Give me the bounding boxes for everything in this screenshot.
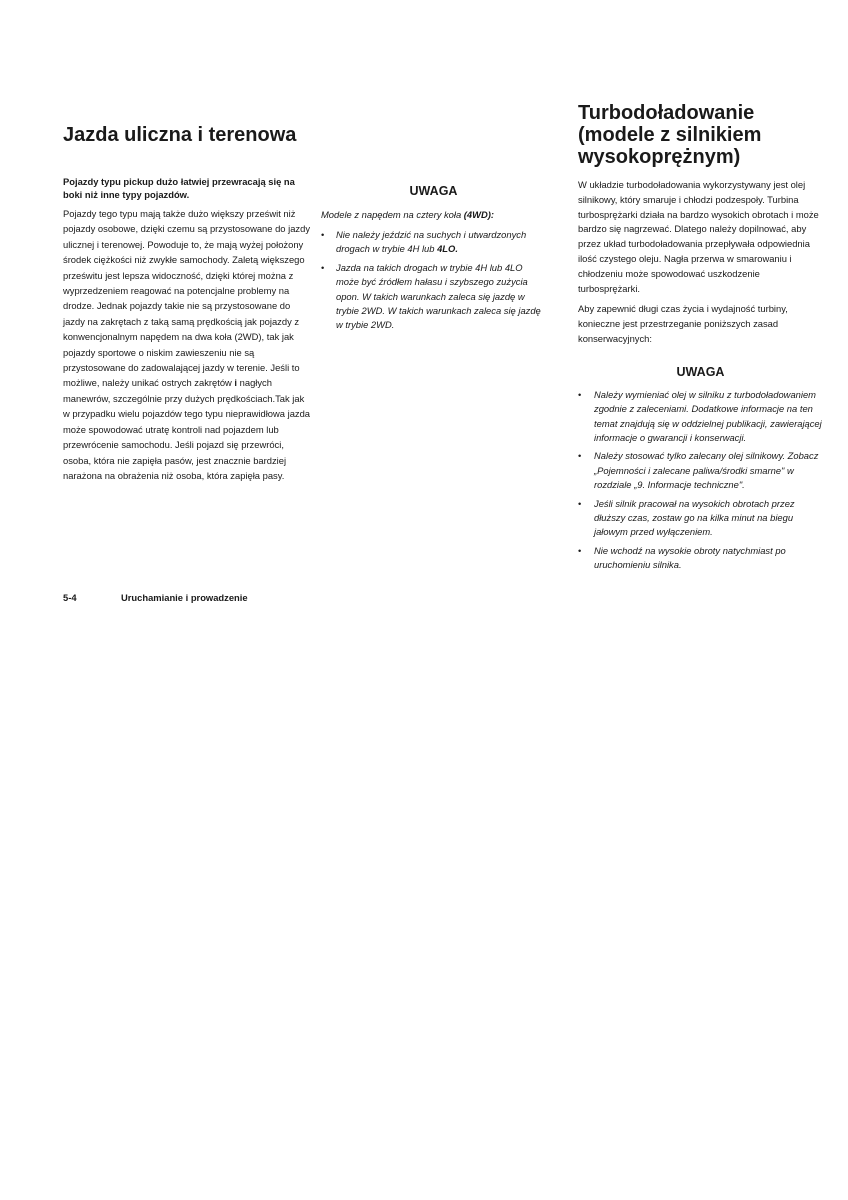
bullet-icon: • <box>578 544 582 556</box>
turbo-paragraph-1: W układzie turbodoładowania wykorzystywany jest olej silnikowy, który smaruje i chłodzi podzespoły. Turbina turbosprężarki działa na bardzo wysokich obrotach i może bardzo się nagrzewać. Dlatego należy dopilnować, aby przez układ turbodoładowania przepływała odpowiednia ilość czystego oleju. Nagła przerwa w smarowaniu i chłodzeniu może spowodować uszkodzenie turbosprężarki. <box>578 179 819 294</box>
warning-heading: UWAGA <box>676 364 725 379</box>
warning-item <box>321 261 546 333</box>
warning-item <box>578 449 823 492</box>
warning-item <box>578 544 823 573</box>
bullet-icon: • <box>321 229 325 240</box>
warning-intro-bold: (4WD): <box>463 209 494 220</box>
warning-item-text: Nie należy jeździć na suchych i utwardzonych drogach w trybie 4H lub <box>336 229 527 255</box>
bullet-icon: • <box>578 388 582 400</box>
turbo-paragraph-2: Aby zapewnić długi czas życia i wydajność turbiny, konieczne jest przestrzeganie poniższych zasad konserwacyjnych: <box>578 303 788 344</box>
warning-item-text: Jeśli silnik pracował na wysokich obrotach przez dłuższy czas, zostaw go na kilka minut na biegu jałowym przed wyłączeniem. <box>594 497 795 538</box>
warning-item <box>578 497 823 540</box>
warning-item-bold: 4LO. <box>437 243 458 255</box>
body-text-part-2: nagłych manewrów, szczególnie przy dużych prędkościach.Tak jak w przypadku wielu pojazdów tego typu nieprawidłowa jazda może spowodować utratę kontroli nad pojazdem lub przewrócenie samochodu. Jeśli pojazd się przewróci, osoba, która nie zapięła pasów, jest znacznie bardziej narażona na obrażenia niż osoba, która zapięła pasy. <box>63 377 311 481</box>
body-paragraph <box>63 206 311 483</box>
page-number: 5-4 <box>63 592 77 603</box>
chapter-title: Uruchamianie i prowadzenie <box>121 592 248 603</box>
bullet-icon: • <box>578 450 582 462</box>
warning-list <box>321 228 546 333</box>
title-line: Turbodoładowanie <box>578 102 755 124</box>
warning-item-text: Należy stosować tylko zalecany olej silnikowy. Zobacz „Pojemności i zalecane paliwa/środki smarne" w rozdziale „9. Informacje techniczne". <box>594 450 819 491</box>
warning-item <box>321 228 546 257</box>
left-column <box>63 124 311 489</box>
right-column <box>578 102 823 577</box>
section-title-street-offroad: Jazda uliczna i terenowa <box>63 124 297 146</box>
warning-item <box>578 388 823 446</box>
body-text-bold: i <box>234 377 238 389</box>
bullet-icon: • <box>321 261 325 273</box>
warning-item-text: Należy wymieniać olej w silniku z turbodoładowaniem zgodnie z zaleceniami. Dodatkowe informacje na ten temat znajdują się w oddzielnej publikacji, zawierającej informacje o gwarancji i konserwacji. <box>594 388 822 443</box>
warning-item-text: Nie wchodź na wysokie obroty natychmiast po uruchomieniu silnika. <box>594 544 786 571</box>
subheading-pickup-rollover: Pojazdy typu pickup dużo łatwiej przewracają się na boki niż inne typy pojazdów. <box>63 176 295 200</box>
section-title-turbocharging <box>578 102 823 168</box>
bullet-icon: • <box>578 497 582 509</box>
page-footer <box>63 592 248 604</box>
warning-item-text: Jazda na takich drogach w trybie 4H lub 4LO może być źródłem hałasu i szybszego zużycia opon. W takich warunkach zaleca się jazdę w trybie 2WD. W takich warunkach zaleca się jazdę w trybie 2WD. <box>336 261 541 331</box>
title-line: wysokoprężnym) <box>578 146 741 168</box>
warning-intro <box>321 208 546 222</box>
warning-box-4wd <box>321 184 546 337</box>
warning-intro-text: Modele z napędem na cztery koła <box>321 209 464 220</box>
body-text-part-1: Pojazdy tego typu mają także dużo większy prześwit niż pojazdy osobowe, dzięki czemu są przystosowane do jazdy ulicznej i terenowej. Powoduje to, że mają wyżej położony środek ciężkości niż zwykłe samochody. Zaletą większego prześwitu jest lepsza widoczność, dzięki której można z wyprzedzeniem reagować na potencjalne problemy na drodze. Jednak pojazdy takie nie są przystosowane do jazdy na zakrętach z taką samą prędkością jak pojazdy z konwencjonalnym napędem na dwa koła (2WD), tak jak pojazdy sportowe o niskim zawieszeniu nie są przystosowane do zadowalającej jazdy w terenie. Jeśli to możliwe, należy unikać ostrych zakrętów <box>63 208 311 389</box>
warning-heading: UWAGA <box>409 184 458 198</box>
turbo-warning-list <box>578 388 823 573</box>
title-line: (modele z silnikiem <box>578 124 762 146</box>
